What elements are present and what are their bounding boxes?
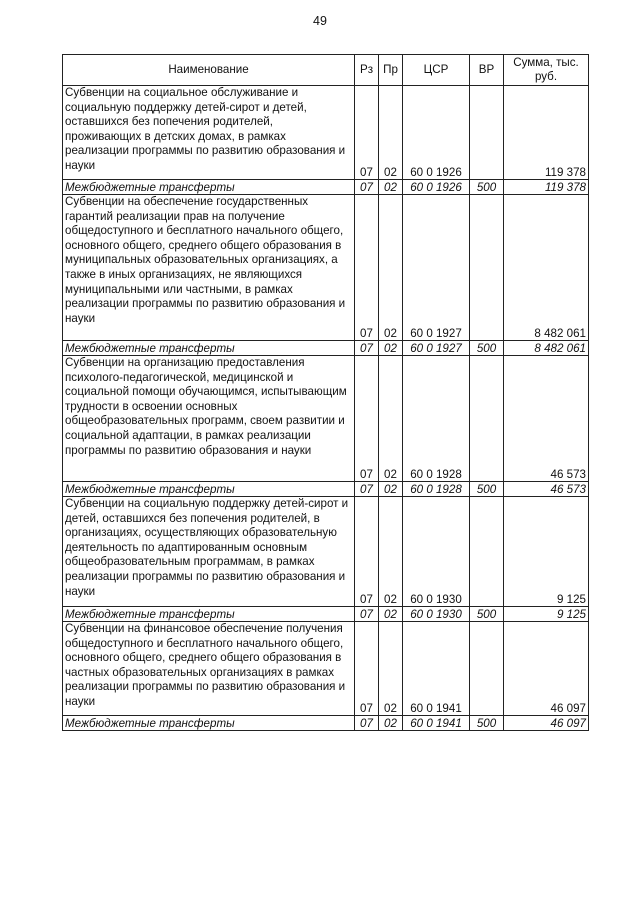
table-header-row: [63, 55, 589, 86]
header-vr: ВР: [470, 55, 504, 86]
budget-table: [62, 54, 589, 731]
row-pr: 02: [379, 195, 403, 341]
row-sum: 46 573: [504, 482, 589, 497]
row-vr: [470, 622, 504, 716]
row-name: Межбюджетные трансферты: [63, 180, 355, 195]
row-csr: 60 0 1930: [403, 607, 470, 622]
row-sum: 8 482 061: [504, 341, 589, 356]
row-sum: 9 125: [504, 497, 589, 607]
row-csr: 60 0 1926: [403, 180, 470, 195]
row-csr: 60 0 1926: [403, 86, 470, 180]
row-name: Субвенции на социальную поддержку детей-сирот и детей, оставшихся без попечения родителей, в организациях, осуществляющих образовательную деятельность по адаптированным основным общеобразовательным программам, в рамках реализации программы по развитию образования и науки: [63, 497, 355, 607]
page-number: 49: [313, 14, 327, 28]
table-row: [63, 341, 589, 356]
row-name: Субвенции на социальное обслуживание и социальную поддержку детей-сирот и детей, оставшихся без попечения родителей, проживающих в детских домах, в рамках реализации программы по развитию образования и науки: [63, 86, 355, 180]
row-vr: 500: [470, 341, 504, 356]
row-csr: 60 0 1928: [403, 482, 470, 497]
row-rz: 07: [355, 716, 379, 731]
table-row: [63, 622, 589, 716]
row-csr: 60 0 1928: [403, 356, 470, 482]
header-sum: Сумма, тыс. руб.: [504, 55, 589, 86]
header-name: Наименование: [63, 55, 355, 86]
row-rz: 07: [355, 607, 379, 622]
row-name: Субвенции на обеспечение государственных гарантий реализации прав на получение общедоступного и бесплатного начального общего, основного общего, среднего общего образования в муниципальных образовательных организациях, а также в иных организациях, не являющихся муниципальными или частными, в рамках реализации программы по развитию образования и науки: [63, 195, 355, 341]
row-pr: 02: [379, 716, 403, 731]
row-pr: 02: [379, 497, 403, 607]
row-pr: 02: [379, 482, 403, 497]
row-vr: [470, 195, 504, 341]
row-vr: 500: [470, 607, 504, 622]
row-vr: [470, 497, 504, 607]
row-csr: 60 0 1930: [403, 497, 470, 607]
row-sum: 9 125: [504, 607, 589, 622]
table-row: [63, 86, 589, 180]
row-pr: 02: [379, 180, 403, 195]
row-name: Межбюджетные трансферты: [63, 607, 355, 622]
row-name: Межбюджетные трансферты: [63, 341, 355, 356]
row-rz: 07: [355, 497, 379, 607]
row-rz: 07: [355, 356, 379, 482]
table-row: [63, 356, 589, 482]
row-sum: 46 097: [504, 716, 589, 731]
row-pr: 02: [379, 341, 403, 356]
row-vr: [470, 86, 504, 180]
row-rz: 07: [355, 482, 379, 497]
row-rz: 07: [355, 622, 379, 716]
table-row: [63, 607, 589, 622]
row-sum: 119 378: [504, 180, 589, 195]
row-rz: 07: [355, 180, 379, 195]
header-csr: ЦСР: [403, 55, 470, 86]
table-row: [63, 180, 589, 195]
row-name: Межбюджетные трансферты: [63, 482, 355, 497]
table-row: [63, 482, 589, 497]
header-pr: Пр: [379, 55, 403, 86]
table-row: [63, 716, 589, 731]
row-name: Субвенции на организацию предоставления психолого-педагогической, медицинской и социальной помощи обучающимся, испытывающим трудности в освоении основных общеобразовательных программ, своем развитии и социальной адаптации, в рамках реализации программы по развитию образования и науки: [63, 356, 355, 482]
row-vr: [470, 356, 504, 482]
row-csr: 60 0 1941: [403, 716, 470, 731]
row-sum: 46 573: [504, 356, 589, 482]
row-sum: 8 482 061: [504, 195, 589, 341]
row-csr: 60 0 1927: [403, 341, 470, 356]
row-csr: 60 0 1927: [403, 195, 470, 341]
table-row: [63, 195, 589, 341]
row-pr: 02: [379, 607, 403, 622]
row-vr: 500: [470, 482, 504, 497]
row-vr: 500: [470, 716, 504, 731]
row-sum: 119 378: [504, 86, 589, 180]
row-sum: 46 097: [504, 622, 589, 716]
row-rz: 07: [355, 341, 379, 356]
row-vr: 500: [470, 180, 504, 195]
row-csr: 60 0 1941: [403, 622, 470, 716]
row-name: Субвенции на финансовое обеспечение получения общедоступного и бесплатного начального общего, основного общего, среднего общего образования в частных образовательных организациях в рамках реализации программы по развитию образования и науки: [63, 622, 355, 716]
row-name: Межбюджетные трансферты: [63, 716, 355, 731]
header-rz: Рз: [355, 55, 379, 86]
table-row: [63, 497, 589, 607]
row-rz: 07: [355, 195, 379, 341]
row-rz: 07: [355, 86, 379, 180]
row-pr: 02: [379, 86, 403, 180]
row-pr: 02: [379, 356, 403, 482]
row-pr: 02: [379, 622, 403, 716]
